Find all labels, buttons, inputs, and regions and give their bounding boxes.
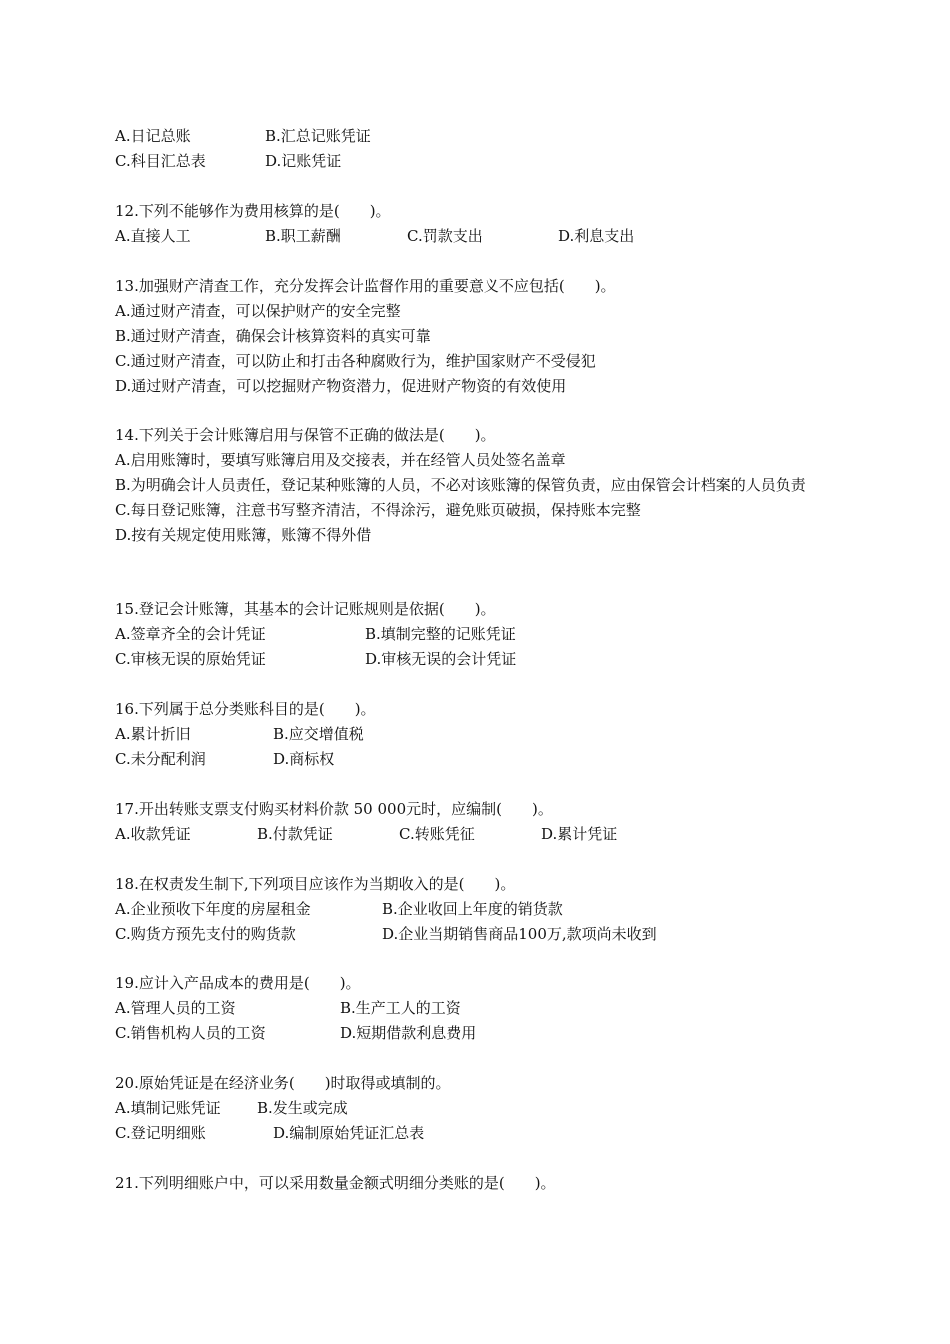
option-b: B.职工薪酬 <box>265 227 341 245</box>
option-b: B.发生或完成 <box>257 1099 348 1117</box>
question-11-options <box>115 124 845 174</box>
question-text: 15.登记会计账簿，其基本的会计记账规则是依据( )。 <box>115 600 496 618</box>
option-row <box>115 224 845 249</box>
question-text: 13.加强财产清查工作，充分发挥会计监督作用的重要意义不应包括( )。 <box>115 277 616 295</box>
option-row <box>115 124 845 149</box>
question-14 <box>115 423 845 548</box>
option-d: D.企业当期销售商品100万,款项尚未收到 <box>382 925 657 943</box>
option-a: A.日记总账 <box>115 127 191 145</box>
option-row <box>115 1021 845 1046</box>
option-b: B.生产工人的工资 <box>340 999 461 1017</box>
option-c: C.通过财产清查，可以防止和打击各种腐败行为，维护国家财产不受侵犯 <box>115 352 596 370</box>
option-d: D.编制原始凭证汇总表 <box>273 1124 425 1142</box>
option-c: C.罚款支出 <box>407 227 483 245</box>
option-a: A.收款凭证 <box>115 825 191 843</box>
option-d: D.利息支出 <box>558 227 635 245</box>
option-c: C.转账凭征 <box>399 825 475 843</box>
option-row <box>115 1121 845 1146</box>
option-d: D.累计凭证 <box>541 825 618 843</box>
option-d: D.记账凭证 <box>265 152 342 170</box>
question-12 <box>115 199 845 249</box>
option-row <box>115 647 845 672</box>
option-d: D.按有关规定使用账簿，账簿不得外借 <box>115 526 372 544</box>
option-row <box>115 996 845 1021</box>
option-c: C.购货方预先支付的购货款 <box>115 925 296 943</box>
option-a: A.填制记账凭证 <box>115 1099 221 1117</box>
option-d: D.审核无误的会计凭证 <box>365 650 517 668</box>
option-row <box>115 722 845 747</box>
option-c: C.审核无误的原始凭证 <box>115 650 266 668</box>
option-b: B.应交增值税 <box>273 725 364 743</box>
option-b: B.为明确会计人员责任，登记某种账簿的人员，不必对该账簿的保管负责，应由保管会计档案的人员负责 <box>115 476 806 494</box>
option-a: A.启用账簿时，要填写账簿启用及交接表，并在经管人员处签名盖章 <box>115 451 566 469</box>
option-row <box>115 622 845 647</box>
option-c: C.登记明细账 <box>115 1124 206 1142</box>
option-d: D.商标权 <box>273 750 335 768</box>
option-row <box>115 897 845 922</box>
option-row <box>115 149 845 174</box>
option-a: A.企业预收下年度的房屋租金 <box>115 900 311 918</box>
option-b: B.填制完整的记账凭证 <box>365 625 516 643</box>
option-row <box>115 1096 845 1121</box>
question-text: 17.开出转账支票支付购买材料价款 50 000元时，应编制( )。 <box>115 800 553 818</box>
option-b: B.汇总记账凭证 <box>265 127 371 145</box>
question-text: 19.应计入产品成本的费用是( )。 <box>115 974 361 992</box>
question-21 <box>115 1171 845 1196</box>
question-text: 18.在权责发生制下,下列项目应该作为当期收入的是( )。 <box>115 875 516 893</box>
question-19 <box>115 971 845 1046</box>
question-18 <box>115 872 845 947</box>
question-text: 12.下列不能够作为费用核算的是( )。 <box>115 202 391 220</box>
option-row <box>115 922 845 947</box>
option-b: B.通过财产清查，确保会计核算资料的真实可靠 <box>115 327 431 345</box>
option-d: D.短期借款利息费用 <box>340 1024 477 1042</box>
question-text: 16.下列属于总分类账科目的是( )。 <box>115 700 376 718</box>
option-row <box>115 822 845 847</box>
question-13 <box>115 274 845 399</box>
option-b: B.企业收回上年度的销货款 <box>382 900 563 918</box>
question-text: 14.下列关于会计账簿启用与保管不正确的做法是( )。 <box>115 426 496 444</box>
option-a: A.直接人工 <box>115 227 191 245</box>
option-a: A.累计折旧 <box>115 725 191 743</box>
option-c: C.每日登记账簿，注意书写整齐清洁，不得涂污，避免账页破损，保持账本完整 <box>115 501 641 519</box>
question-text: 20.原始凭证是在经济业务( )时取得或填制的。 <box>115 1074 451 1092</box>
option-row <box>115 747 845 772</box>
option-a: A.管理人员的工资 <box>115 999 236 1017</box>
option-b: B.付款凭证 <box>257 825 333 843</box>
option-c: C.销售机构人员的工资 <box>115 1024 266 1042</box>
question-16 <box>115 697 845 772</box>
question-text: 21.下列明细账户中，可以采用数量金额式明细分类账的是( )。 <box>115 1174 556 1192</box>
option-a: A.通过财产清查，可以保护财产的安全完整 <box>115 302 401 320</box>
question-15 <box>115 597 845 672</box>
option-c: C.未分配利润 <box>115 750 206 768</box>
option-d: D.通过财产清查，可以挖掘财产物资潜力，促进财产物资的有效使用 <box>115 377 567 395</box>
question-17 <box>115 797 845 847</box>
question-20 <box>115 1071 845 1146</box>
option-a: A.签章齐全的会计凭证 <box>115 625 266 643</box>
option-c: C.科目汇总表 <box>115 152 206 170</box>
